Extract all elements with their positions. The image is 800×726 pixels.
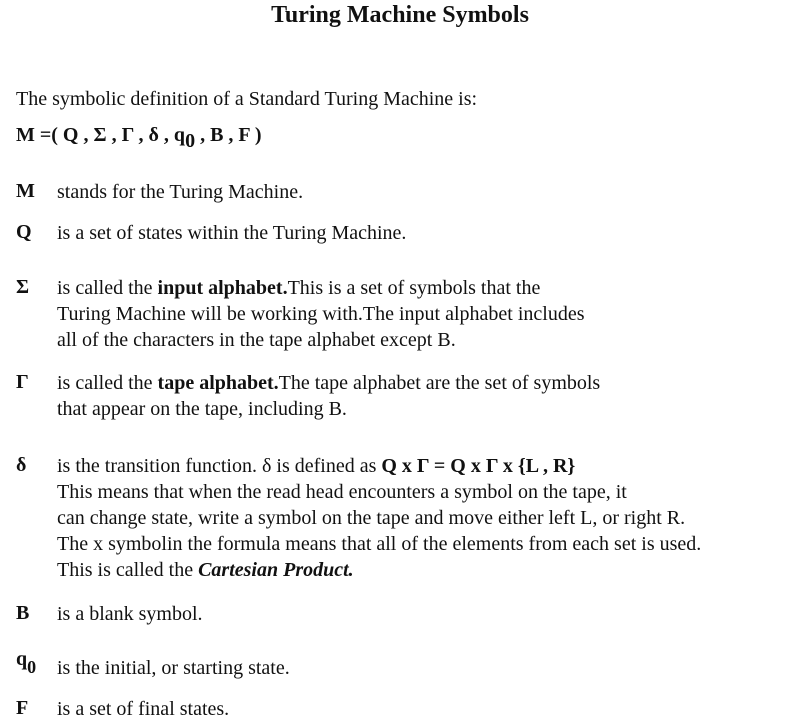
intro-text: The symbolic definition of a Standard Turing Machine is: — [16, 88, 478, 110]
q0-subscript: 0 — [27, 657, 37, 677]
delta-line-5: This is called the Cartesian Product. — [57, 559, 354, 581]
sigma-line-2: Turing Machine will be working with.The input alphabet includes — [57, 303, 585, 325]
machine-formula — [16, 124, 262, 152]
delta-line-4: The x symbolin the formula means that all of the elements from each set is used. — [57, 533, 702, 555]
delta-line-2: This means that when the read head encounters a symbol on the tape, it — [57, 481, 627, 503]
transition-formula: Q x Γ = Q x Γ x {L , R} — [381, 455, 576, 477]
formula-suffix: , B , F ) — [195, 124, 262, 146]
q-description: is a set of states within the Turing Machine. — [57, 222, 407, 244]
symbol-q0: $q_0$ — [16, 648, 37, 677]
gamma-line-2: that appear on the tape, including B. — [57, 398, 347, 420]
cartesian-product-term: Cartesian Product. — [198, 559, 354, 581]
delta-line-1: is the transition function. δ is defined as Q x Γ = Q x Γ x {L , R} — [57, 455, 576, 477]
delta-description — [57, 453, 701, 583]
sigma-line-1: is called the input alphabet.This is a set of symbols that the — [57, 277, 541, 299]
q0-description: is the initial, or starting state. — [57, 657, 290, 679]
symbol-b: B — [16, 602, 30, 624]
tape-alphabet-term: tape alphabet. — [157, 372, 279, 394]
formula-subscript: 0 — [185, 130, 196, 152]
sigma-description — [57, 275, 585, 353]
page-title: Turing Machine Symbols — [271, 2, 529, 28]
symbol-gamma: Γ — [16, 371, 29, 393]
input-alphabet-term: input alphabet. — [157, 277, 288, 299]
gamma-line-1: is called the tape alphabet.The tape alphabet are the set of symbols — [57, 372, 601, 394]
sigma-line-3: all of the characters in the tape alphabet except B. — [57, 329, 456, 351]
symbol-m: M — [16, 180, 35, 202]
m-description: stands for the Turing Machine. — [57, 181, 304, 203]
gamma-description — [57, 370, 600, 422]
symbol-sigma: Σ — [16, 276, 30, 298]
b-description: is a blank symbol. — [57, 603, 203, 625]
formula-prefix: M =( Q , Σ , Γ , δ , q — [16, 124, 186, 146]
symbol-f: F — [16, 697, 29, 719]
f-description: is a set of final states. — [57, 698, 230, 720]
symbol-q: Q — [16, 221, 32, 243]
delta-line-3: can change state, write a symbol on the tape and move either left L, or right R. — [57, 507, 686, 529]
symbol-delta: δ — [16, 454, 27, 476]
